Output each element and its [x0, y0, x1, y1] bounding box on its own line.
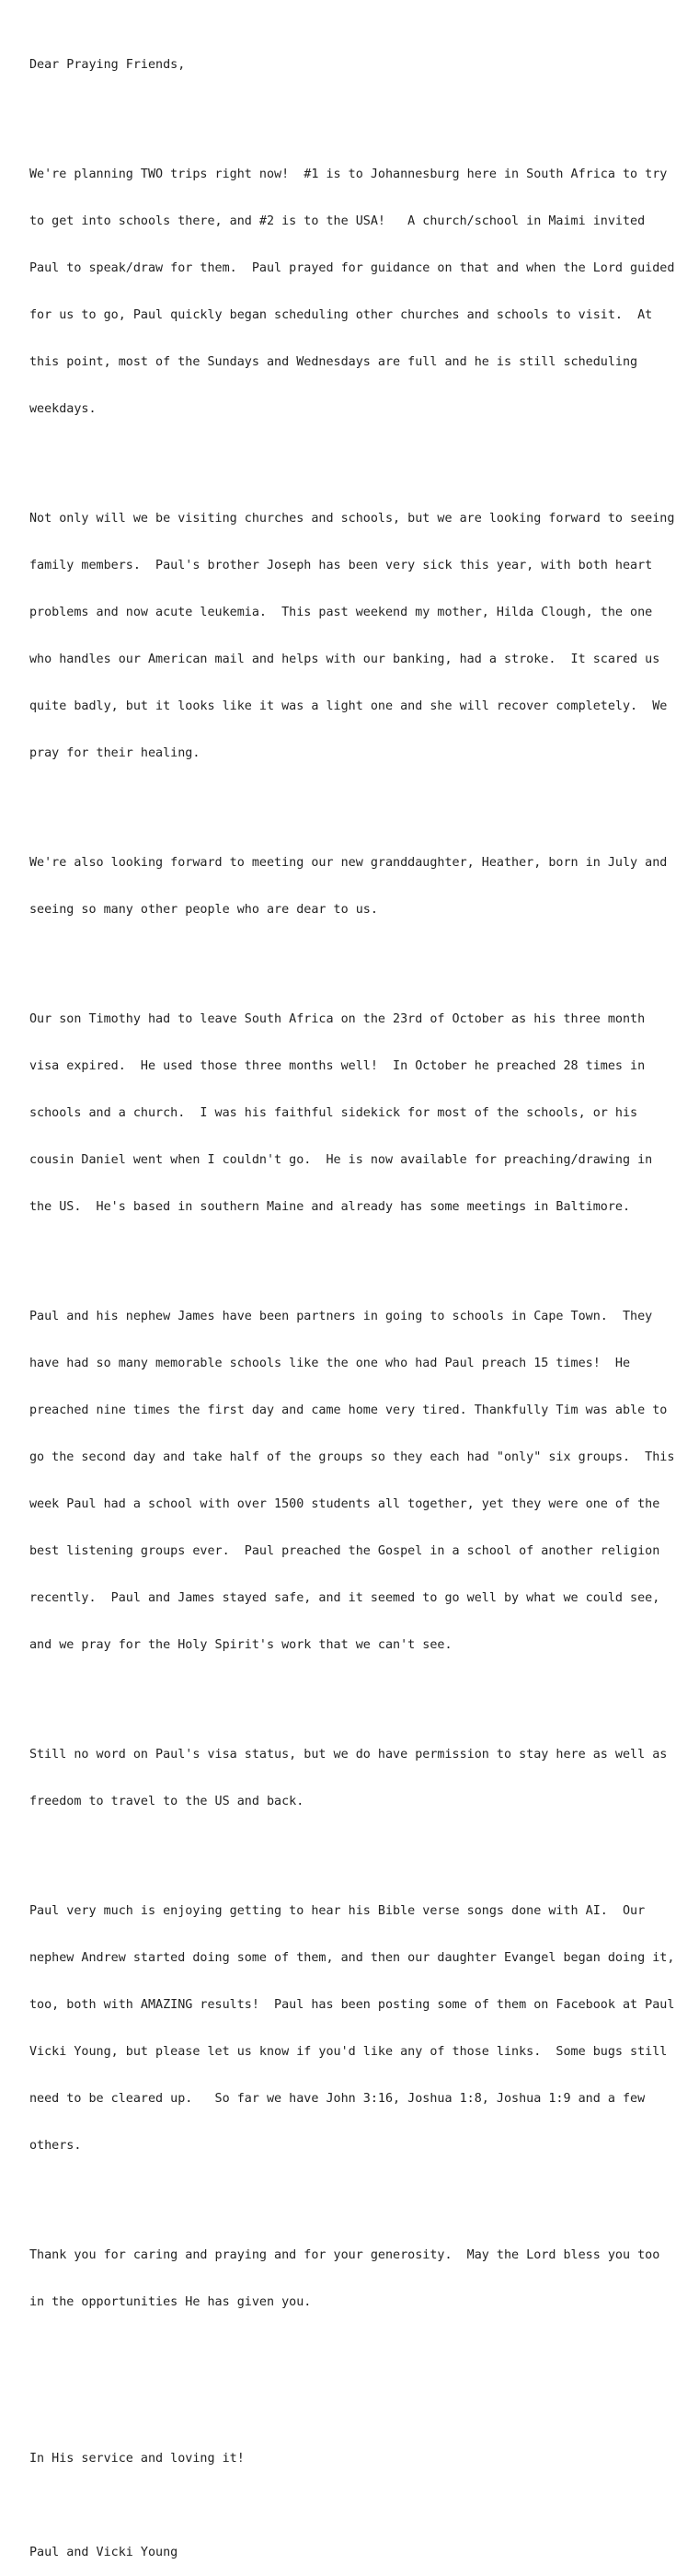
paragraph-2-line-3: problems and now acute leukemia. This past weekend my mother, Hilda Clough, the one: [29, 606, 653, 619]
paragraph-3-line-1: We're also looking forward to meeting our new granddaughter, Heather, born in July and: [29, 856, 668, 870]
paragraph-7-line-5: need to be cleared up. So far we have John 3:16, Joshua 1:8, Joshua 1:9 and a few: [29, 2092, 646, 2106]
paragraph-8-line-2: in the opportunities He has given you.: [29, 2295, 312, 2309]
paragraph-2-line-4: who handles our American mail and helps with our banking, had a stroke. It scared us: [29, 653, 660, 666]
paragraph-5-line-8: and we pray for the Holy Spirit's work that we can't see.: [29, 1638, 453, 1652]
paragraph-7-line-1: Paul very much is enjoying getting to hear his Bible verse songs done with AI. Our: [29, 1904, 646, 1918]
paragraph-6-line-2: freedom to travel to the US and back.: [29, 1795, 304, 1808]
blank-line: [29, 2498, 684, 2513]
blank-line: [29, 448, 684, 464]
paragraph-1-line-2: to get into schools there, and #2 is to the USA! A church/school in Maimi invited: [29, 214, 646, 228]
blank-line: [29, 104, 684, 120]
salutation: Dear Praying Friends,: [29, 58, 186, 72]
paragraph-4-line-1: Our son Timothy had to leave South Africa on the 23rd of October as his three month: [29, 1012, 646, 1026]
blank-line: [29, 2185, 684, 2201]
paragraph-3-line-2: seeing so many other people who are dear to us.: [29, 903, 378, 917]
letter-body: [29, 26, 684, 2576]
paragraph-4-line-2: visa expired. He used those three months well! In October he preached 28 times in: [29, 1059, 646, 1073]
paragraph-5-line-5: week Paul had a school with over 1500 students all together, yet they were one of the: [29, 1497, 660, 1511]
paragraph-4-line-5: the US. He's based in southern Maine and already has some meetings in Baltimore.: [29, 1200, 631, 1214]
paragraph-2-line-5: quite badly, but it looks like it was a light one and she will recover completely. We: [29, 699, 668, 713]
paragraph-4-line-4: cousin Daniel went when I couldn't go. He is now available for preaching/drawing in: [29, 1153, 653, 1167]
blank-line: [29, 2341, 684, 2357]
blank-line: [29, 1841, 684, 1856]
blank-line: [29, 792, 684, 808]
signature: Paul and Vicki Young: [29, 2546, 178, 2559]
paragraph-1-line-3: Paul to speak/draw for them. Paul prayed for guidance on that and when the Lord guided: [29, 261, 675, 275]
paragraph-7-line-2: nephew Andrew started doing some of them, and then our daughter Evangel began doing it,: [29, 1951, 675, 1965]
paragraph-5-line-7: recently. Paul and James stayed safe, and it seemed to go well by what we could see,: [29, 1591, 660, 1605]
blank-line: [29, 949, 684, 965]
paragraph-5-line-2: have had so many memorable schools like the one who had Paul preach 15 times! He: [29, 1357, 631, 1370]
paragraph-5-line-1: Paul and his nephew James have been partners in going to schools in Cape Town. They: [29, 1310, 653, 1323]
paragraph-4-line-3: schools and a church. I was his faithful sidekick for most of the schools, or his: [29, 1106, 638, 1120]
blank-line: [29, 1684, 684, 1700]
paragraph-1-line-6: weekdays.: [29, 402, 97, 416]
blank-line: [29, 2388, 684, 2404]
paragraph-5-line-3: preached nine times the first day and came home very tired. Thankfully Tim was able to: [29, 1404, 668, 1417]
paragraph-2-line-6: pray for their healing.: [29, 746, 201, 760]
paragraph-7-line-3: too, both with AMAZING results! Paul has been posting some of them on Facebook at Paul: [29, 1998, 675, 2012]
paragraph-5-line-4: go the second day and take half of the groups so they each had "only" six groups. This: [29, 1450, 675, 1464]
closing: In His service and loving it!: [29, 2452, 245, 2466]
paragraph-2-line-2: family members. Paul's brother Joseph has been very sick this year, with both heart: [29, 559, 653, 572]
paragraph-8-line-1: Thank you for caring and praying and for your generosity. May the Lord bless you too: [29, 2248, 660, 2262]
paragraph-2-line-1: Not only will we be visiting churches and schools, but we are looking forward to seeing: [29, 512, 675, 526]
paragraph-1-line-5: this point, most of the Sundays and Wednesdays are full and he is still scheduling: [29, 355, 638, 369]
paragraph-5-line-6: best listening groups ever. Paul preached the Gospel in a school of another religion: [29, 1544, 660, 1558]
paragraph-1-line-4: for us to go, Paul quickly began scheduling other churches and schools to visit. At: [29, 308, 653, 322]
paragraph-7-line-4: Vicki Young, but please let us know if you'd like any of those links. Some bugs still: [29, 2045, 668, 2059]
paragraph-7-line-6: others.: [29, 2139, 82, 2153]
paragraph-6-line-1: Still no word on Paul's visa status, but we do have permission to stay here as well as: [29, 1748, 668, 1762]
blank-line: [29, 1246, 684, 1262]
paragraph-1-line-1: We're planning TWO trips right now! #1 is to Johannesburg here in South Africa to try: [29, 167, 668, 181]
